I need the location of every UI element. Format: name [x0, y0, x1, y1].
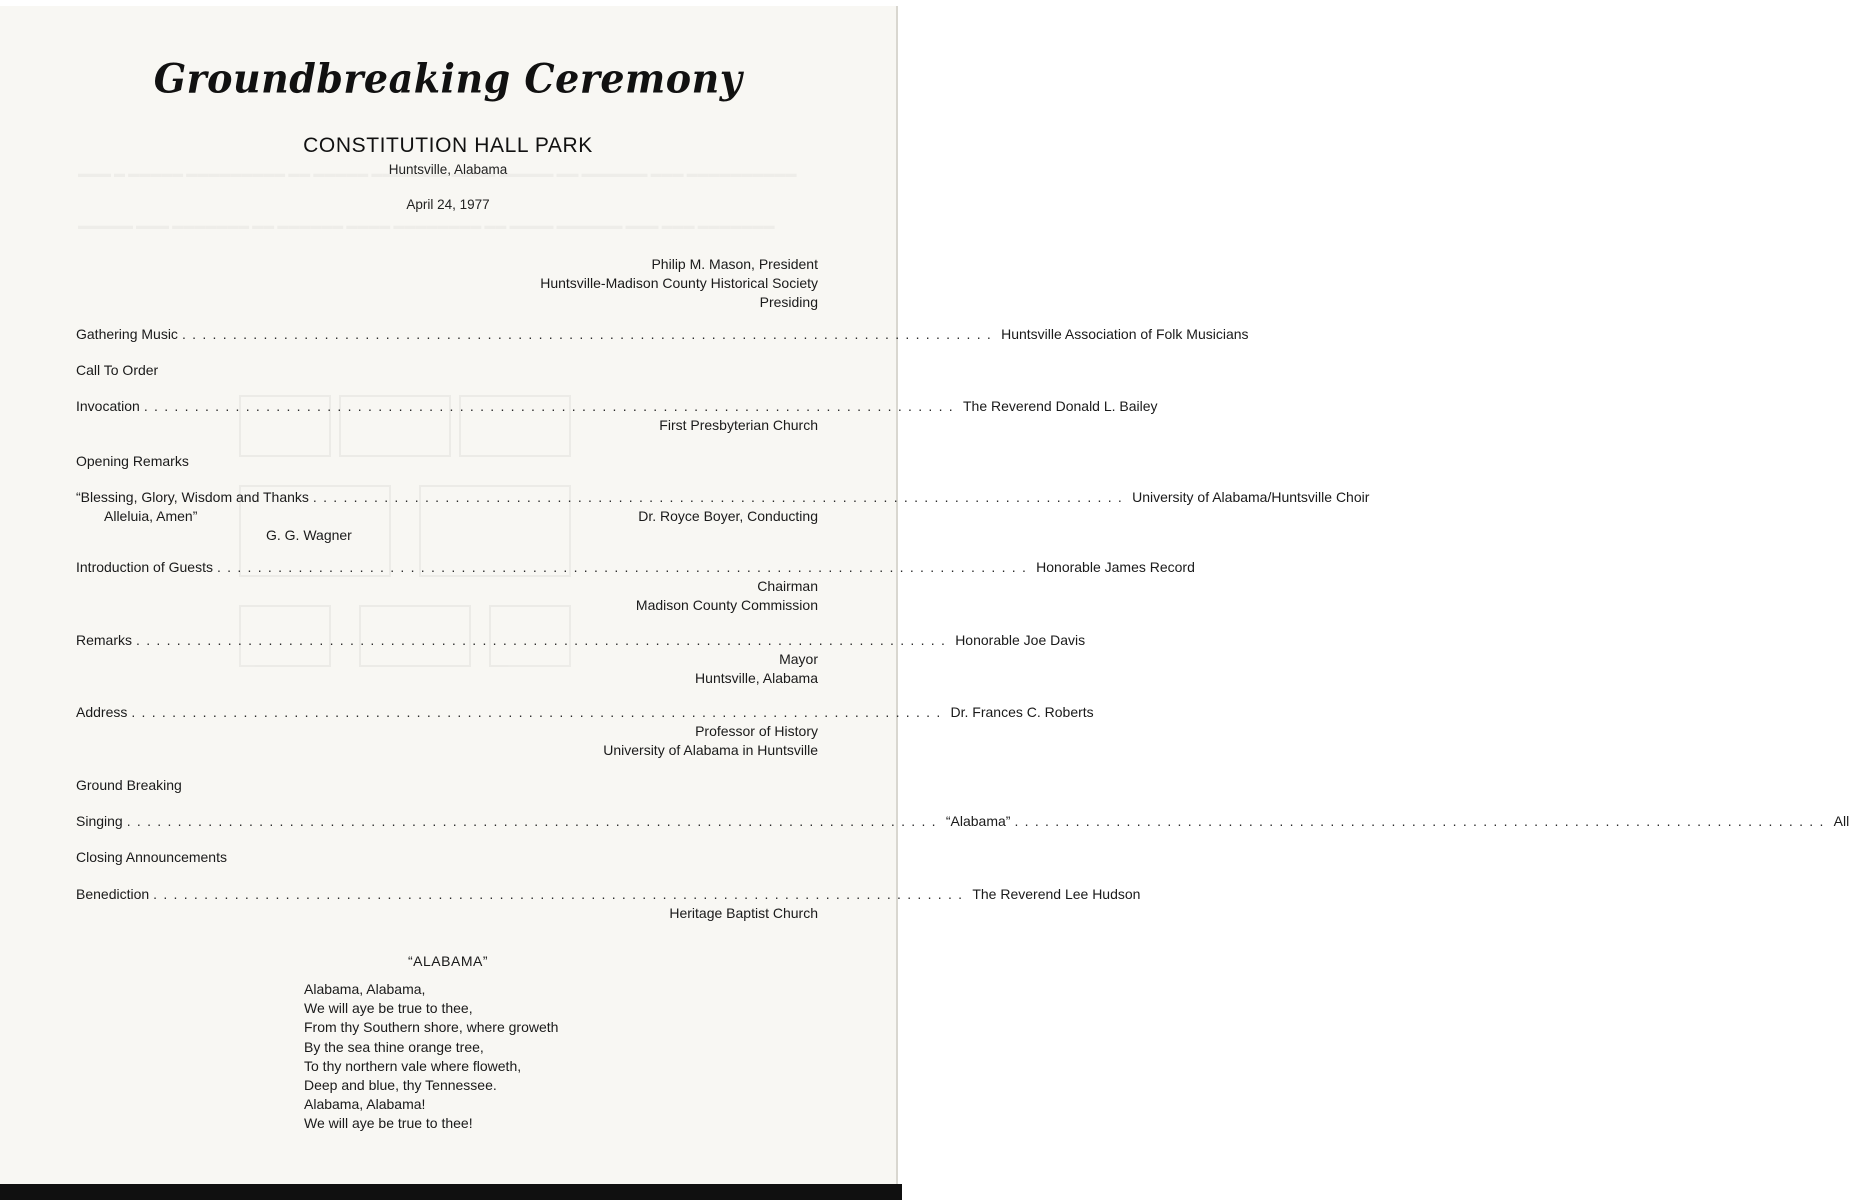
lyric-line: From thy Southern shore, where groweth	[304, 1019, 559, 1036]
program-item	[76, 325, 1249, 344]
item-label: Closing Announcements	[76, 849, 227, 865]
program-item	[76, 812, 1849, 831]
item-performer-detail: Huntsville, Alabama	[695, 670, 818, 686]
lyric-line: We will aye be true to thee,	[304, 1000, 473, 1017]
item-performer: The Reverend Donald L. Bailey	[963, 398, 1158, 414]
item-performer-detail: First Presbyterian Church	[659, 417, 818, 433]
item-performer-detail: Mayor	[779, 651, 818, 667]
item-performer: All	[1833, 813, 1849, 829]
bleed-through-text	[78, 218, 775, 235]
lyric-line: Alabama, Alabama,	[304, 981, 426, 997]
dot-leader: ................................................................................	[153, 886, 969, 902]
ceremony-date: April 24, 1977	[406, 197, 490, 212]
item-performer: University of Alabama/Huntsville Choir	[1132, 489, 1370, 505]
dot-leader: ................................................................................	[1014, 813, 1830, 829]
item-performer: The Reverend Lee Hudson	[972, 886, 1141, 902]
item-performer-detail: University of Alabama in Huntsville	[603, 742, 818, 758]
program-item	[76, 397, 1158, 435]
dot-leader: ................................................................................	[126, 813, 942, 829]
program-item	[76, 776, 818, 795]
dot-leader: ................................................................................	[131, 704, 947, 720]
item-performer: Honorable James Record	[1036, 559, 1195, 575]
item-label: Gathering Music	[76, 326, 178, 342]
program-item	[76, 848, 818, 867]
program-item	[76, 361, 818, 380]
dot-leader: ................................................................................	[216, 559, 1033, 575]
item-performer-detail: Dr. Royce Boyer, Conducting	[638, 508, 818, 524]
item-label: Opening Remarks	[76, 453, 189, 469]
presider-organization: Huntsville-Madison County Historical Society	[540, 275, 818, 291]
song-name: “Alabama”	[945, 813, 1011, 829]
program-item	[76, 452, 818, 471]
item-label: Call To Order	[76, 362, 159, 378]
item-performer: Dr. Frances C. Roberts	[950, 704, 1094, 720]
lyric-line: To thy northern vale where floweth,	[304, 1057, 522, 1074]
item-label-continued: Alleluia, Amen”	[104, 508, 198, 524]
venue-city: Huntsville, Alabama	[388, 162, 508, 177]
item-performer: Honorable Joe Davis	[955, 632, 1086, 648]
scan-edge	[0, 1184, 902, 1200]
dot-leader: ................................................................................	[312, 489, 1129, 505]
presider-block	[540, 255, 818, 312]
program-item	[76, 631, 1086, 688]
program-item	[76, 558, 1195, 615]
item-label: Ground Breaking	[76, 777, 182, 793]
presider-name: Philip M. Mason, President	[651, 256, 818, 272]
item-label: Invocation	[76, 398, 140, 414]
item-composer: G. G. Wagner	[266, 527, 352, 543]
program-item	[76, 885, 1141, 923]
item-performer: Huntsville Association of Folk Musicians	[1001, 326, 1249, 342]
song-lyrics	[304, 980, 558, 1134]
venue-name: CONSTITUTION HALL PARK	[303, 134, 593, 157]
presider-role: Presiding	[759, 294, 818, 310]
item-performer-detail: Madison County Commission	[635, 597, 818, 613]
lyric-line: Deep and blue, thy Tennessee.	[304, 1077, 497, 1094]
lyric-line: Alabama, Alabama!	[304, 1096, 426, 1113]
item-performer-detail: Heritage Baptist Church	[669, 905, 818, 921]
program-item	[76, 703, 1094, 760]
item-label: Benediction	[76, 886, 150, 902]
item-label: Introduction of Guests	[76, 559, 213, 575]
lyric-line: By the sea thine orange tree,	[304, 1038, 484, 1055]
dot-leader: ................................................................................	[143, 398, 959, 414]
item-label: “Blessing, Glory, Wisdom and Thanks	[76, 489, 309, 505]
lyric-line: We will aye be true to thee!	[304, 1115, 473, 1132]
item-performer-detail: Professor of History	[695, 723, 818, 739]
program-sheet	[0, 6, 1849, 1184]
program-item	[76, 488, 1370, 545]
dot-leader: ................................................................................	[181, 326, 998, 342]
item-label: Singing	[76, 813, 123, 829]
item-label: Address	[76, 704, 128, 720]
item-performer-detail: Chairman	[757, 578, 818, 594]
item-label: Remarks	[76, 632, 133, 648]
ceremony-title: Groundbreaking Ceremony	[153, 54, 743, 103]
dot-leader: ................................................................................	[136, 632, 952, 648]
song-title: “ALABAMA”	[408, 953, 488, 969]
